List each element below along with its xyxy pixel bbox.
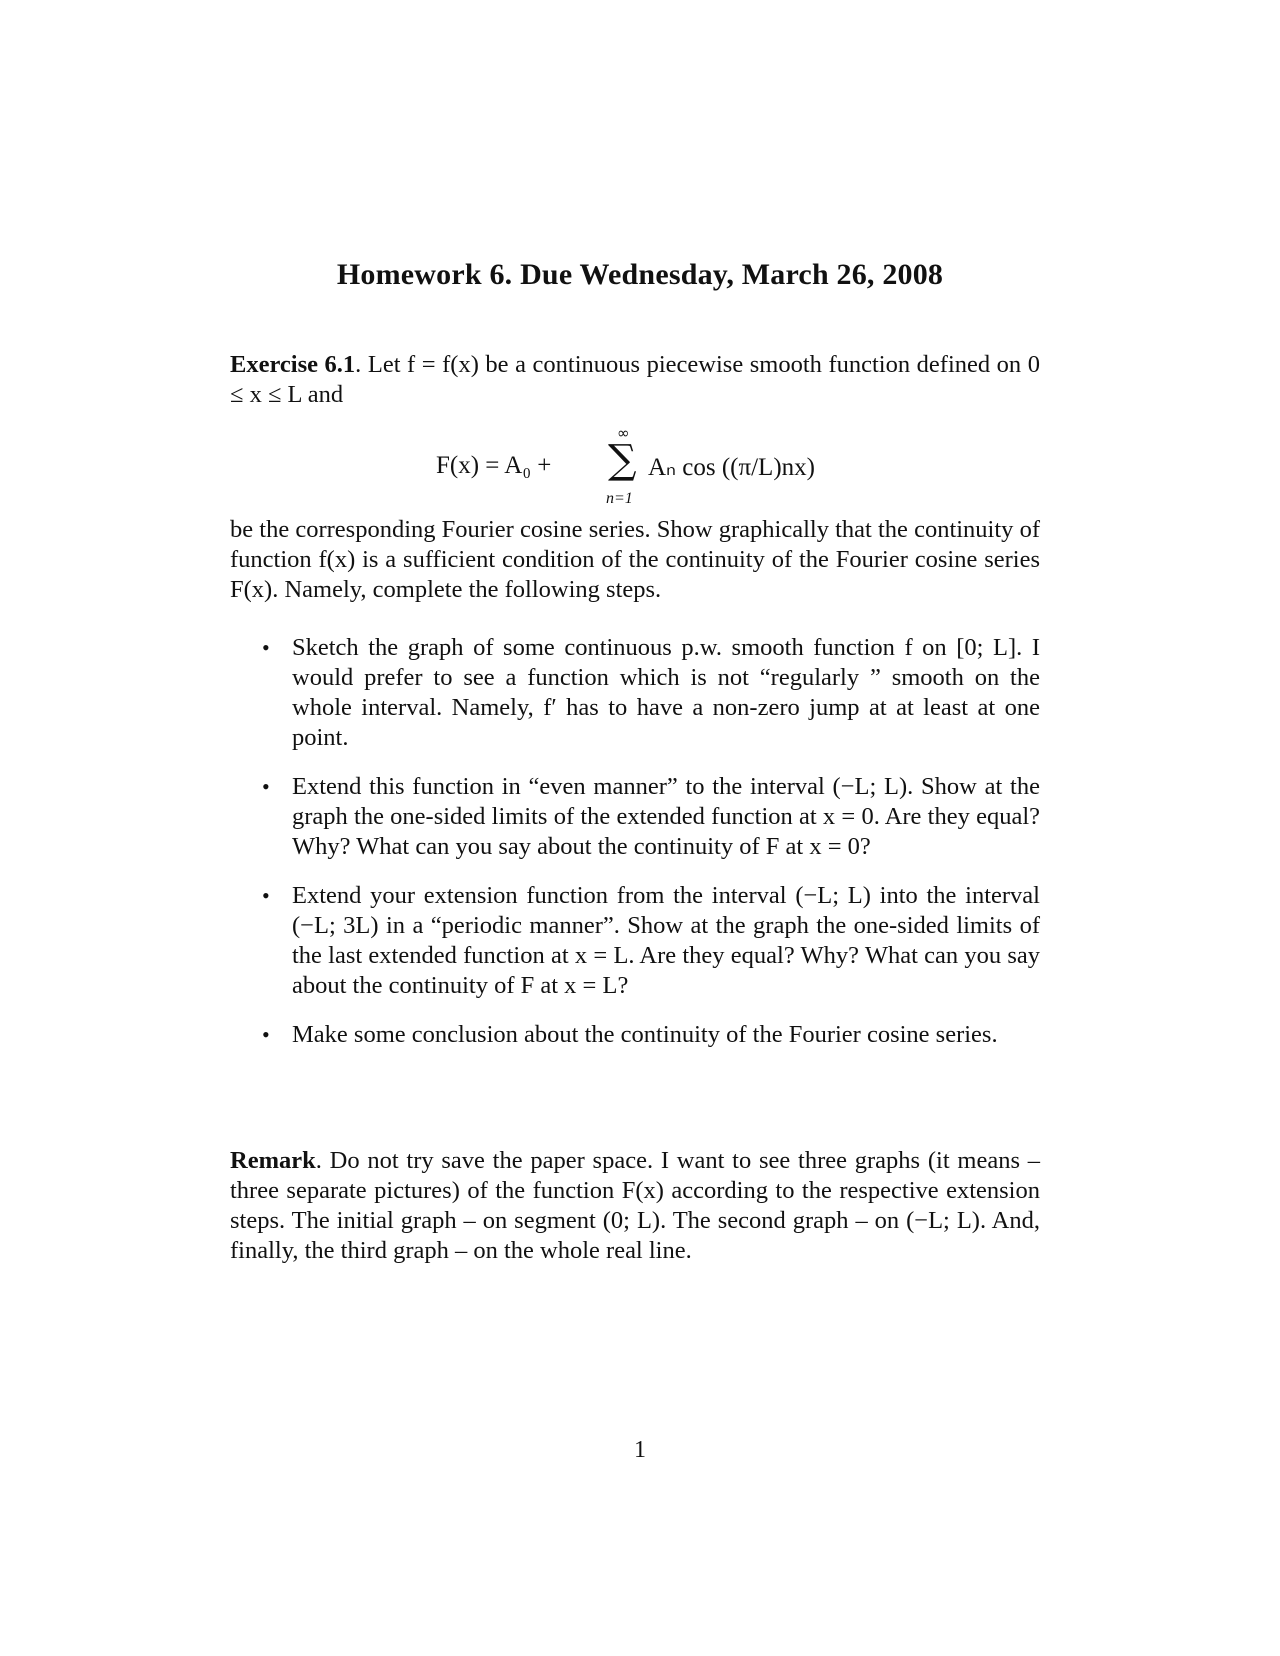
bullet-icon: • <box>262 774 270 799</box>
formula-sum-lower-limit: n=1 <box>606 490 633 507</box>
remark-label: Remark <box>230 1147 316 1174</box>
exercise-description: be the corresponding Fourier cosine series. Show graphically that the continuity of function f(x) is a sufficient condition of the continuity of the Fourier cosine series F(x). Namely, complete the following steps. <box>230 516 1040 603</box>
exercise-label: Exercise 6.1 <box>230 351 356 378</box>
bullet-icon: • <box>262 635 270 660</box>
formula-lhs: F(x) = A₀ + <box>436 452 552 479</box>
exercise-intro <box>230 350 1040 410</box>
step-text: Sketch the graph of some continuous p.w. smooth function f on [0; L]. I would prefer to see a function which is not “regularly ” smooth on the whole interval. Namely, f′ has to have a non-zero jump at at least at one point. <box>292 634 1040 751</box>
formula-sum-upper-limit: ∞ <box>617 424 630 442</box>
list-item <box>262 633 1040 753</box>
list-item <box>262 772 1040 862</box>
step-text: Extend this function in “even manner” to the interval (−L; L). Show at the graph the one-sided limits of the extended function at x = 0. Are they equal? Why? What can you say about the continuity of F at x = 0? <box>292 773 1040 860</box>
steps-list <box>262 633 1040 1069</box>
step-text: Extend your extension function from the interval (−L; L) into the interval (−L; 3L) in a “periodic manner”. Show at the graph the one-sided limits of the last extended function at x = L. Are they equal? Why? What can you say about the continuity of F at x = L? <box>292 882 1040 999</box>
list-item <box>262 881 1040 1001</box>
formula-sum-symbol: ∑ <box>608 437 637 483</box>
bullet-icon: • <box>262 883 270 908</box>
step-text: Make some conclusion about the continuity of the Fourier cosine series. <box>292 1021 998 1048</box>
fourier-series-formula <box>0 424 1280 512</box>
formula-rhs: Aₙ cos ((π/L)nx) <box>648 454 815 481</box>
page-number: 1 <box>634 1437 646 1463</box>
list-item <box>262 1020 1040 1050</box>
bullet-icon: • <box>262 1022 270 1047</box>
page-title: Homework 6. Due Wednesday, March 26, 2008 <box>336 258 944 291</box>
remark-paragraph <box>230 1146 1040 1266</box>
remark-text: . Do not try save the paper space. I want to see three graphs (it means – three separate pictures) of the function F(x) according to the respective extension steps. The initial graph – on segment (0; L). The second graph – on (−L; L). And, finally, the third graph – on the whole real line. <box>230 1147 1040 1264</box>
exercise-intro-text: . Let f = f(x) be a continuous piecewise smooth function defined on 0 ≤ x ≤ L and <box>230 351 1040 408</box>
